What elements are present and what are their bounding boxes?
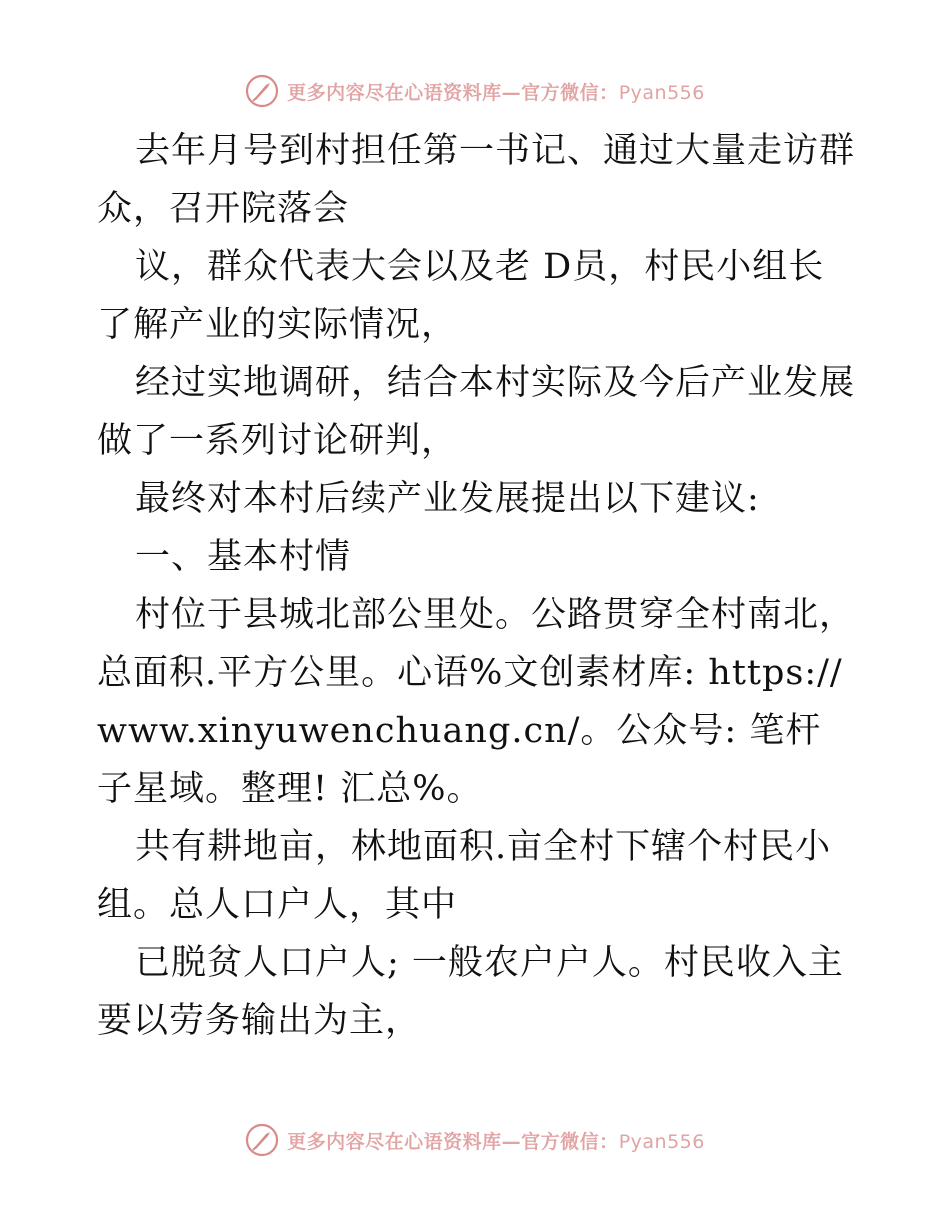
watermark-text [287,1127,705,1154]
watermark-brand: 更多内容尽在心语资料库 [287,81,502,104]
paragraph-6: 村位于县城北部公里处。公路贯穿全村南北，总面积.平方公里。心语%文创素材库: https:// www.xinyuwenchuang.cn/。公众号: 笔杆子星域。整理! 汇总%。 [97,595,856,809]
footer-watermark [0,1120,950,1160]
paragraph-4: 最终对本村后续产业发展提出以下建议: [135,479,760,519]
watermark-contact: 官方微信： [521,81,619,104]
paragraph-8: 已脱贫人口户人; 一般农户户人。村民收入主要以劳务输出为主， [97,943,844,1041]
watermark-contact: 官方微信： [521,1130,619,1153]
header-watermark [0,71,950,111]
paragraph-1: 去年月号到村担任第一书记、通过大量走访群众，召开院落会 [97,131,856,229]
quill-pen-logo-icon [245,1123,279,1157]
watermark-wechat-id: Pyan556 [618,81,705,104]
document-body [97,122,857,1050]
section-heading-basic-info: 一、基本村情 [135,537,352,577]
quill-pen-logo-icon [245,74,279,108]
paragraph-2: 议，群众代表大会以及老 D员，村民小组长了解产业的实际情况， [97,247,825,345]
paragraph-3: 经过实地调研，结合本村实际及今后产业发展做了一系列讨论研判， [97,363,856,461]
watermark-wechat-id: Pyan556 [618,1130,705,1153]
paragraph-7: 共有耕地亩，林地面积.亩全村下辖个村民小组。总人口户人，其中 [97,827,832,925]
watermark-separator: — [501,81,522,104]
watermark-brand: 更多内容尽在心语资料库 [287,1130,502,1153]
watermark-text [287,78,705,105]
watermark-separator: — [501,1130,522,1153]
